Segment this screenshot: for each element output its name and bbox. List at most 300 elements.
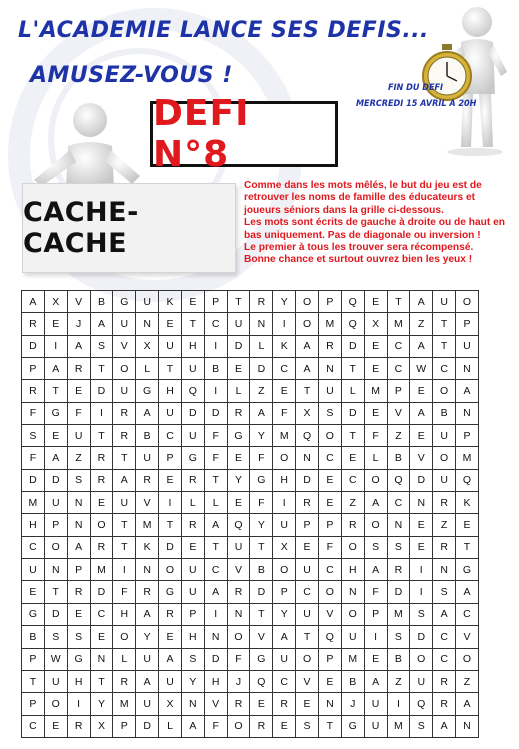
grid-cell[interactable]: E — [90, 626, 113, 648]
grid-cell[interactable]: P — [22, 693, 45, 715]
grid-cell[interactable]: R — [113, 670, 136, 692]
grid-cell[interactable]: E — [44, 715, 67, 737]
grid-cell[interactable]: R — [181, 469, 204, 491]
grid-cell[interactable]: A — [250, 402, 273, 424]
grid-cell[interactable]: C — [387, 358, 410, 380]
grid-cell[interactable]: M — [136, 514, 159, 536]
grid-cell[interactable]: P — [22, 648, 45, 670]
grid-cell[interactable]: C — [204, 559, 227, 581]
grid-cell[interactable]: V — [204, 693, 227, 715]
grid-cell[interactable]: N — [341, 581, 364, 603]
grid-cell[interactable]: R — [227, 693, 250, 715]
grid-cell[interactable]: G — [250, 648, 273, 670]
grid-cell[interactable]: T — [90, 670, 113, 692]
grid-cell[interactable]: C — [433, 648, 456, 670]
grid-cell[interactable]: B — [387, 447, 410, 469]
grid-cell[interactable]: A — [44, 447, 67, 469]
grid-cell[interactable]: O — [433, 380, 456, 402]
grid-cell[interactable]: T — [318, 715, 341, 737]
grid-cell[interactable]: D — [22, 469, 45, 491]
grid-cell[interactable]: T — [44, 581, 67, 603]
grid-cell[interactable]: U — [159, 670, 182, 692]
grid-cell[interactable]: D — [44, 469, 67, 491]
grid-cell[interactable]: I — [204, 603, 227, 625]
grid-cell[interactable]: Z — [67, 447, 90, 469]
grid-cell[interactable]: G — [159, 581, 182, 603]
grid-cell[interactable]: P — [273, 581, 296, 603]
grid-cell[interactable]: D — [341, 402, 364, 424]
grid-cell[interactable]: T — [250, 536, 273, 558]
grid-cell[interactable]: E — [364, 358, 387, 380]
grid-cell[interactable]: U — [227, 313, 250, 335]
grid-cell[interactable]: G — [181, 447, 204, 469]
grid-cell[interactable]: R — [90, 447, 113, 469]
grid-cell[interactable]: T — [433, 313, 456, 335]
grid-cell[interactable]: E — [318, 670, 341, 692]
grid-cell[interactable]: A — [410, 402, 433, 424]
grid-cell[interactable]: T — [387, 291, 410, 313]
grid-cell[interactable]: D — [250, 581, 273, 603]
grid-cell[interactable]: A — [364, 670, 387, 692]
grid-cell[interactable]: F — [22, 447, 45, 469]
grid-cell[interactable]: L — [159, 715, 182, 737]
grid-cell[interactable]: R — [227, 402, 250, 424]
grid-cell[interactable]: F — [364, 581, 387, 603]
grid-cell[interactable]: C — [387, 492, 410, 514]
grid-cell[interactable]: B — [433, 402, 456, 424]
grid-cell[interactable]: T — [296, 626, 319, 648]
grid-cell[interactable]: A — [204, 514, 227, 536]
grid-cell[interactable]: B — [341, 670, 364, 692]
grid-cell[interactable]: I — [90, 402, 113, 424]
grid-cell[interactable]: I — [113, 559, 136, 581]
grid-cell[interactable]: H — [341, 559, 364, 581]
grid-cell[interactable]: I — [364, 626, 387, 648]
grid-cell[interactable]: N — [456, 358, 479, 380]
grid-cell[interactable]: E — [159, 626, 182, 648]
grid-cell[interactable]: U — [136, 648, 159, 670]
grid-cell[interactable]: A — [456, 380, 479, 402]
grid-cell[interactable]: U — [433, 291, 456, 313]
grid-cell[interactable]: R — [341, 514, 364, 536]
grid-cell[interactable]: C — [273, 670, 296, 692]
grid-cell[interactable]: P — [22, 358, 45, 380]
grid-cell[interactable]: H — [22, 514, 45, 536]
grid-cell[interactable]: P — [387, 380, 410, 402]
grid-cell[interactable]: R — [67, 358, 90, 380]
grid-cell[interactable]: C — [387, 335, 410, 357]
grid-cell[interactable]: O — [296, 313, 319, 335]
grid-cell[interactable]: R — [90, 536, 113, 558]
grid-cell[interactable]: G — [113, 291, 136, 313]
grid-cell[interactable]: L — [181, 492, 204, 514]
grid-cell[interactable]: R — [136, 581, 159, 603]
grid-cell[interactable]: I — [410, 581, 433, 603]
grid-cell[interactable]: V — [387, 402, 410, 424]
grid-cell[interactable]: R — [90, 469, 113, 491]
grid-cell[interactable]: E — [341, 447, 364, 469]
grid-cell[interactable]: F — [273, 402, 296, 424]
grid-cell[interactable]: V — [318, 603, 341, 625]
grid-cell[interactable]: A — [181, 715, 204, 737]
grid-cell[interactable]: E — [364, 402, 387, 424]
grid-cell[interactable]: H — [181, 335, 204, 357]
grid-cell[interactable]: T — [44, 380, 67, 402]
grid-cell[interactable]: T — [159, 514, 182, 536]
grid-cell[interactable]: U — [433, 425, 456, 447]
grid-cell[interactable]: R — [273, 693, 296, 715]
grid-cell[interactable]: R — [296, 492, 319, 514]
grid-cell[interactable]: O — [318, 425, 341, 447]
grid-cell[interactable]: M — [387, 603, 410, 625]
grid-cell[interactable]: L — [364, 447, 387, 469]
grid-cell[interactable]: T — [113, 447, 136, 469]
grid-cell[interactable]: Q — [296, 425, 319, 447]
grid-cell[interactable]: Z — [387, 425, 410, 447]
grid-cell[interactable]: S — [67, 626, 90, 648]
grid-cell[interactable]: X — [44, 291, 67, 313]
grid-cell[interactable]: L — [250, 335, 273, 357]
grid-cell[interactable]: U — [136, 291, 159, 313]
grid-cell[interactable]: A — [44, 358, 67, 380]
grid-cell[interactable]: M — [341, 648, 364, 670]
grid-cell[interactable]: N — [456, 715, 479, 737]
grid-cell[interactable]: T — [250, 603, 273, 625]
grid-cell[interactable]: S — [44, 626, 67, 648]
grid-cell[interactable]: Y — [273, 603, 296, 625]
grid-cell[interactable]: S — [22, 425, 45, 447]
grid-cell[interactable]: H — [204, 670, 227, 692]
grid-cell[interactable]: E — [364, 291, 387, 313]
grid-cell[interactable]: N — [227, 603, 250, 625]
grid-cell[interactable]: A — [136, 670, 159, 692]
grid-cell[interactable]: E — [364, 335, 387, 357]
grid-cell[interactable]: U — [136, 693, 159, 715]
grid-cell[interactable]: I — [273, 492, 296, 514]
grid-cell[interactable]: I — [44, 335, 67, 357]
grid-cell[interactable]: X — [90, 715, 113, 737]
grid-cell[interactable]: D — [181, 402, 204, 424]
grid-cell[interactable]: N — [136, 313, 159, 335]
grid-cell[interactable]: U — [273, 648, 296, 670]
grid-cell[interactable]: P — [456, 313, 479, 335]
grid-cell[interactable]: J — [227, 670, 250, 692]
grid-cell[interactable]: P — [296, 514, 319, 536]
grid-cell[interactable]: R — [113, 402, 136, 424]
grid-cell[interactable]: Q — [387, 469, 410, 491]
grid-cell[interactable]: A — [67, 536, 90, 558]
grid-cell[interactable]: S — [181, 648, 204, 670]
grid-cell[interactable]: U — [433, 469, 456, 491]
grid-cell[interactable]: T — [159, 358, 182, 380]
grid-cell[interactable]: E — [296, 536, 319, 558]
grid-cell[interactable]: A — [90, 313, 113, 335]
grid-cell[interactable]: G — [67, 648, 90, 670]
grid-cell[interactable]: F — [318, 536, 341, 558]
grid-cell[interactable]: O — [113, 626, 136, 648]
grid-cell[interactable]: E — [159, 469, 182, 491]
grid-cell[interactable]: N — [181, 693, 204, 715]
grid-cell[interactable]: A — [410, 291, 433, 313]
grid-cell[interactable]: T — [181, 313, 204, 335]
grid-cell[interactable]: O — [410, 648, 433, 670]
grid-cell[interactable]: E — [67, 603, 90, 625]
grid-cell[interactable]: D — [22, 335, 45, 357]
grid-cell[interactable]: U — [227, 536, 250, 558]
grid-cell[interactable]: S — [433, 581, 456, 603]
grid-cell[interactable]: P — [181, 603, 204, 625]
grid-cell[interactable]: O — [318, 581, 341, 603]
grid-cell[interactable]: J — [67, 313, 90, 335]
grid-cell[interactable]: T — [204, 469, 227, 491]
grid-cell[interactable]: F — [227, 648, 250, 670]
grid-cell[interactable]: O — [341, 536, 364, 558]
grid-cell[interactable]: B — [250, 559, 273, 581]
grid-cell[interactable]: E — [364, 648, 387, 670]
grid-cell[interactable]: N — [318, 358, 341, 380]
grid-cell[interactable]: H — [273, 469, 296, 491]
grid-cell[interactable]: S — [318, 402, 341, 424]
grid-cell[interactable]: U — [136, 447, 159, 469]
grid-cell[interactable]: R — [433, 670, 456, 692]
grid-cell[interactable]: P — [113, 715, 136, 737]
grid-cell[interactable]: V — [227, 559, 250, 581]
grid-cell[interactable]: A — [364, 559, 387, 581]
grid-cell[interactable]: C — [159, 425, 182, 447]
grid-cell[interactable]: U — [296, 603, 319, 625]
grid-cell[interactable]: U — [273, 514, 296, 536]
grid-cell[interactable]: D — [227, 335, 250, 357]
grid-cell[interactable]: Z — [387, 670, 410, 692]
grid-cell[interactable]: B — [90, 291, 113, 313]
grid-cell[interactable]: N — [250, 313, 273, 335]
grid-cell[interactable]: P — [318, 648, 341, 670]
grid-cell[interactable]: U — [113, 492, 136, 514]
grid-cell[interactable]: C — [341, 469, 364, 491]
grid-cell[interactable]: K — [273, 335, 296, 357]
grid-cell[interactable]: U — [181, 358, 204, 380]
grid-cell[interactable]: G — [44, 402, 67, 424]
grid-cell[interactable]: I — [67, 693, 90, 715]
grid-cell[interactable]: S — [387, 536, 410, 558]
grid-cell[interactable]: E — [410, 536, 433, 558]
grid-cell[interactable]: D — [410, 626, 433, 648]
grid-cell[interactable]: U — [181, 425, 204, 447]
grid-cell[interactable]: E — [227, 358, 250, 380]
grid-cell[interactable]: M — [113, 693, 136, 715]
grid-cell[interactable]: A — [67, 335, 90, 357]
grid-cell[interactable]: I — [387, 693, 410, 715]
grid-cell[interactable]: Q — [410, 693, 433, 715]
grid-cell[interactable]: M — [273, 425, 296, 447]
grid-cell[interactable]: L — [204, 492, 227, 514]
grid-cell[interactable]: O — [364, 514, 387, 536]
grid-cell[interactable]: N — [387, 514, 410, 536]
grid-cell[interactable]: D — [136, 715, 159, 737]
grid-cell[interactable]: D — [410, 469, 433, 491]
grid-cell[interactable]: C — [318, 447, 341, 469]
grid-cell[interactable]: B — [22, 626, 45, 648]
grid-cell[interactable]: U — [181, 581, 204, 603]
grid-cell[interactable]: U — [113, 313, 136, 335]
grid-cell[interactable]: W — [410, 358, 433, 380]
grid-cell[interactable]: R — [159, 603, 182, 625]
grid-cell[interactable]: O — [44, 536, 67, 558]
grid-cell[interactable]: F — [364, 425, 387, 447]
grid-cell[interactable]: X — [159, 693, 182, 715]
grid-cell[interactable]: B — [204, 358, 227, 380]
grid-cell[interactable]: F — [113, 581, 136, 603]
grid-cell[interactable]: X — [136, 335, 159, 357]
grid-cell[interactable]: D — [44, 603, 67, 625]
grid-cell[interactable]: E — [456, 514, 479, 536]
grid-cell[interactable]: S — [410, 603, 433, 625]
grid-cell[interactable]: T — [90, 358, 113, 380]
grid-cell[interactable]: C — [456, 603, 479, 625]
grid-cell[interactable]: G — [341, 715, 364, 737]
grid-cell[interactable]: P — [67, 559, 90, 581]
grid-cell[interactable]: H — [67, 670, 90, 692]
grid-cell[interactable]: O — [296, 648, 319, 670]
grid-cell[interactable]: Z — [433, 514, 456, 536]
grid-cell[interactable]: A — [136, 402, 159, 424]
grid-cell[interactable]: O — [273, 559, 296, 581]
grid-cell[interactable]: P — [318, 291, 341, 313]
grid-cell[interactable]: K — [136, 536, 159, 558]
grid-cell[interactable]: U — [44, 492, 67, 514]
grid-cell[interactable]: F — [250, 492, 273, 514]
grid-cell[interactable]: T — [227, 291, 250, 313]
grid-cell[interactable]: Q — [456, 469, 479, 491]
grid-cell[interactable]: U — [364, 693, 387, 715]
grid-cell[interactable]: Z — [341, 492, 364, 514]
grid-cell[interactable]: N — [44, 559, 67, 581]
grid-cell[interactable]: F — [204, 425, 227, 447]
grid-cell[interactable]: Z — [456, 670, 479, 692]
grid-cell[interactable]: A — [456, 581, 479, 603]
grid-cell[interactable]: E — [44, 313, 67, 335]
grid-cell[interactable]: P — [44, 514, 67, 536]
grid-cell[interactable]: N — [67, 492, 90, 514]
grid-cell[interactable]: U — [22, 559, 45, 581]
grid-cell[interactable]: S — [296, 715, 319, 737]
grid-cell[interactable]: F — [22, 402, 45, 424]
grid-cell[interactable]: G — [250, 469, 273, 491]
grid-cell[interactable]: L — [113, 648, 136, 670]
grid-cell[interactable]: Y — [90, 693, 113, 715]
grid-cell[interactable]: V — [410, 447, 433, 469]
grid-cell[interactable]: T — [90, 425, 113, 447]
grid-cell[interactable]: Y — [136, 626, 159, 648]
grid-cell[interactable]: O — [90, 514, 113, 536]
grid-cell[interactable]: G — [227, 425, 250, 447]
grid-cell[interactable]: A — [204, 581, 227, 603]
grid-cell[interactable]: N — [136, 559, 159, 581]
grid-cell[interactable]: V — [113, 335, 136, 357]
grid-cell[interactable]: E — [159, 313, 182, 335]
grid-cell[interactable]: D — [90, 581, 113, 603]
grid-cell[interactable]: A — [273, 626, 296, 648]
grid-cell[interactable]: P — [318, 514, 341, 536]
grid-cell[interactable]: N — [296, 447, 319, 469]
grid-cell[interactable]: O — [456, 291, 479, 313]
grid-cell[interactable]: I — [204, 380, 227, 402]
grid-cell[interactable]: V — [67, 291, 90, 313]
grid-cell[interactable]: L — [227, 380, 250, 402]
grid-cell[interactable]: R — [433, 536, 456, 558]
grid-cell[interactable]: A — [364, 492, 387, 514]
grid-cell[interactable]: G — [136, 380, 159, 402]
grid-cell[interactable]: T — [341, 425, 364, 447]
grid-cell[interactable]: D — [204, 648, 227, 670]
grid-cell[interactable]: D — [159, 536, 182, 558]
grid-cell[interactable]: G — [22, 603, 45, 625]
grid-cell[interactable]: J — [341, 693, 364, 715]
grid-cell[interactable]: A — [433, 715, 456, 737]
grid-cell[interactable]: D — [341, 335, 364, 357]
grid-cell[interactable]: T — [204, 536, 227, 558]
grid-cell[interactable]: E — [181, 291, 204, 313]
grid-cell[interactable]: K — [456, 492, 479, 514]
grid-cell[interactable]: A — [136, 603, 159, 625]
grid-cell[interactable]: R — [433, 693, 456, 715]
grid-cell[interactable]: U — [113, 380, 136, 402]
grid-cell[interactable]: U — [410, 670, 433, 692]
grid-cell[interactable]: E — [273, 715, 296, 737]
grid-cell[interactable]: M — [22, 492, 45, 514]
grid-cell[interactable]: R — [67, 715, 90, 737]
grid-cell[interactable]: I — [159, 492, 182, 514]
grid-cell[interactable]: S — [67, 469, 90, 491]
grid-cell[interactable]: X — [364, 313, 387, 335]
grid-cell[interactable]: Y — [250, 425, 273, 447]
grid-cell[interactable]: I — [204, 335, 227, 357]
grid-cell[interactable]: A — [296, 335, 319, 357]
grid-cell[interactable]: R — [113, 425, 136, 447]
grid-cell[interactable]: E — [181, 536, 204, 558]
grid-cell[interactable]: Z — [250, 380, 273, 402]
grid-cell[interactable]: N — [433, 559, 456, 581]
grid-cell[interactable]: E — [250, 693, 273, 715]
grid-cell[interactable]: E — [273, 380, 296, 402]
grid-cell[interactable]: U — [296, 559, 319, 581]
grid-cell[interactable]: T — [456, 536, 479, 558]
grid-cell[interactable]: E — [296, 693, 319, 715]
grid-cell[interactable]: U — [159, 402, 182, 424]
grid-cell[interactable]: Q — [181, 380, 204, 402]
grid-cell[interactable]: U — [181, 559, 204, 581]
grid-cell[interactable]: E — [90, 492, 113, 514]
grid-cell[interactable]: T — [341, 358, 364, 380]
grid-cell[interactable]: M — [456, 447, 479, 469]
grid-cell[interactable]: O — [159, 559, 182, 581]
grid-cell[interactable]: H — [181, 626, 204, 648]
grid-cell[interactable]: S — [90, 335, 113, 357]
grid-cell[interactable]: N — [90, 648, 113, 670]
grid-cell[interactable]: I — [410, 559, 433, 581]
grid-cell[interactable]: F — [204, 715, 227, 737]
grid-cell[interactable]: D — [250, 358, 273, 380]
grid-cell[interactable]: E — [410, 514, 433, 536]
grid-cell[interactable]: O — [227, 626, 250, 648]
grid-cell[interactable]: I — [273, 313, 296, 335]
grid-cell[interactable]: T — [113, 536, 136, 558]
grid-cell[interactable]: A — [433, 603, 456, 625]
grid-cell[interactable]: X — [273, 536, 296, 558]
grid-cell[interactable]: E — [318, 492, 341, 514]
grid-cell[interactable]: O — [341, 603, 364, 625]
grid-cell[interactable]: O — [433, 447, 456, 469]
